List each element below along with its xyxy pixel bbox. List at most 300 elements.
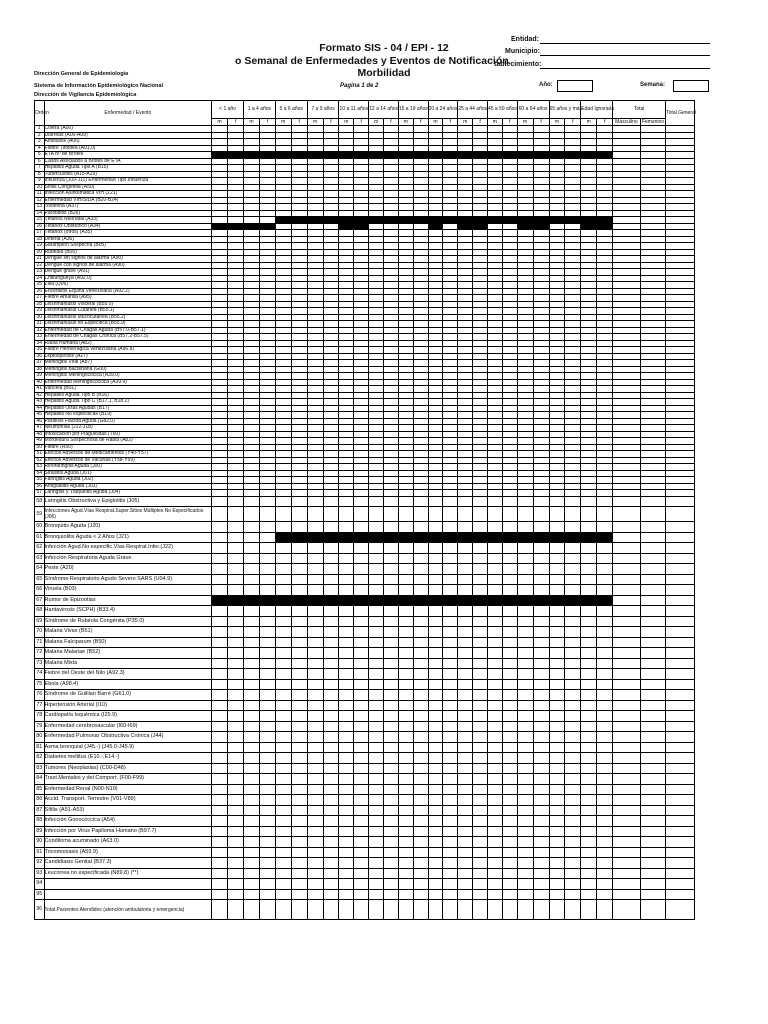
count-cell[interactable] <box>259 543 275 554</box>
count-cell[interactable] <box>228 826 244 837</box>
count-cell[interactable] <box>549 606 565 617</box>
count-cell[interactable] <box>398 574 413 585</box>
count-cell[interactable] <box>533 784 549 795</box>
total-m-cell[interactable] <box>613 564 641 575</box>
count-cell[interactable] <box>275 784 291 795</box>
count-cell[interactable] <box>473 742 488 753</box>
count-cell[interactable] <box>243 847 259 858</box>
total-f-cell[interactable] <box>640 606 665 617</box>
count-cell[interactable] <box>307 606 323 617</box>
count-cell[interactable] <box>291 795 307 806</box>
count-cell[interactable] <box>275 858 291 869</box>
count-cell[interactable] <box>443 616 458 627</box>
count-cell[interactable] <box>369 627 384 638</box>
count-cell[interactable] <box>517 585 533 596</box>
count-cell[interactable] <box>413 553 428 564</box>
count-cell[interactable] <box>458 564 473 575</box>
count-cell[interactable] <box>443 711 458 722</box>
count-cell[interactable] <box>487 732 502 743</box>
total-general-cell[interactable] <box>666 711 695 722</box>
count-cell[interactable] <box>413 679 428 690</box>
count-cell[interactable] <box>398 522 413 533</box>
count-cell[interactable] <box>443 826 458 837</box>
count-cell[interactable] <box>443 784 458 795</box>
count-cell[interactable] <box>243 742 259 753</box>
count-cell[interactable] <box>275 711 291 722</box>
count-cell[interactable] <box>413 732 428 743</box>
count-cell[interactable] <box>549 753 565 764</box>
count-cell[interactable] <box>259 847 275 858</box>
count-cell[interactable] <box>502 742 517 753</box>
count-cell[interactable] <box>565 627 581 638</box>
count-cell[interactable] <box>369 496 384 507</box>
count-cell[interactable] <box>275 669 291 680</box>
count-cell[interactable] <box>473 637 488 648</box>
count-cell[interactable] <box>517 868 533 879</box>
count-cell[interactable] <box>291 826 307 837</box>
count-cell[interactable] <box>428 543 443 554</box>
count-cell[interactable] <box>517 784 533 795</box>
count-cell[interactable] <box>291 648 307 659</box>
count-cell[interactable] <box>243 543 259 554</box>
count-cell[interactable] <box>307 763 323 774</box>
total-f-cell[interactable] <box>640 721 665 732</box>
count-cell[interactable] <box>473 616 488 627</box>
total-m-cell[interactable] <box>613 522 641 533</box>
count-cell[interactable] <box>259 721 275 732</box>
count-cell[interactable] <box>398 732 413 743</box>
count-cell[interactable] <box>533 595 549 606</box>
count-cell[interactable] <box>428 889 443 900</box>
count-cell[interactable] <box>275 585 291 596</box>
count-cell[interactable] <box>307 574 323 585</box>
count-cell[interactable] <box>565 658 581 669</box>
total-f-cell[interactable] <box>640 532 665 543</box>
count-cell[interactable] <box>243 700 259 711</box>
count-cell[interactable] <box>597 868 613 879</box>
count-cell[interactable] <box>565 753 581 764</box>
count-cell[interactable] <box>487 532 502 543</box>
count-cell[interactable] <box>398 868 413 879</box>
count-cell[interactable] <box>458 507 473 522</box>
count-cell[interactable] <box>228 690 244 701</box>
count-cell[interactable] <box>413 763 428 774</box>
count-cell[interactable] <box>369 637 384 648</box>
count-cell[interactable] <box>549 700 565 711</box>
count-cell[interactable] <box>565 564 581 575</box>
count-cell[interactable] <box>458 879 473 890</box>
count-cell[interactable] <box>228 900 244 920</box>
count-cell[interactable] <box>398 585 413 596</box>
count-cell[interactable] <box>487 690 502 701</box>
count-cell[interactable] <box>323 868 339 879</box>
count-cell[interactable] <box>581 606 597 617</box>
count-cell[interactable] <box>443 669 458 680</box>
count-cell[interactable] <box>413 585 428 596</box>
count-cell[interactable] <box>428 616 443 627</box>
count-cell[interactable] <box>458 889 473 900</box>
count-cell[interactable] <box>384 721 399 732</box>
count-cell[interactable] <box>581 879 597 890</box>
count-cell[interactable] <box>549 805 565 816</box>
count-cell[interactable] <box>398 690 413 701</box>
count-cell[interactable] <box>243 774 259 785</box>
count-cell[interactable] <box>458 585 473 596</box>
count-cell[interactable] <box>228 669 244 680</box>
count-cell[interactable] <box>369 669 384 680</box>
count-cell[interactable] <box>473 606 488 617</box>
count-cell[interactable] <box>275 868 291 879</box>
count-cell[interactable] <box>428 879 443 890</box>
count-cell[interactable] <box>398 742 413 753</box>
count-cell[interactable] <box>428 868 443 879</box>
count-cell[interactable] <box>502 553 517 564</box>
count-cell[interactable] <box>565 679 581 690</box>
count-cell[interactable] <box>517 679 533 690</box>
count-cell[interactable] <box>323 658 339 669</box>
count-cell[interactable] <box>458 721 473 732</box>
count-cell[interactable] <box>354 742 369 753</box>
count-cell[interactable] <box>398 637 413 648</box>
count-cell[interactable] <box>487 616 502 627</box>
count-cell[interactable] <box>369 868 384 879</box>
count-cell[interactable] <box>339 595 354 606</box>
count-cell[interactable] <box>354 616 369 627</box>
count-cell[interactable] <box>458 637 473 648</box>
count-cell[interactable] <box>502 837 517 848</box>
count-cell[interactable] <box>413 669 428 680</box>
count-cell[interactable] <box>581 711 597 722</box>
count-cell[interactable] <box>243 805 259 816</box>
count-cell[interactable] <box>212 669 228 680</box>
count-cell[interactable] <box>369 889 384 900</box>
count-cell[interactable] <box>597 900 613 920</box>
count-cell[interactable] <box>307 795 323 806</box>
count-cell[interactable] <box>384 648 399 659</box>
count-cell[interactable] <box>228 496 244 507</box>
total-general-cell[interactable] <box>666 496 695 507</box>
count-cell[interactable] <box>354 507 369 522</box>
count-cell[interactable] <box>384 784 399 795</box>
count-cell[interactable] <box>517 669 533 680</box>
count-cell[interactable] <box>291 496 307 507</box>
total-m-cell[interactable] <box>613 595 641 606</box>
total-general-cell[interactable] <box>666 805 695 816</box>
count-cell[interactable] <box>354 606 369 617</box>
count-cell[interactable] <box>307 669 323 680</box>
count-cell[interactable] <box>473 648 488 659</box>
total-f-cell[interactable] <box>640 889 665 900</box>
count-cell[interactable] <box>443 595 458 606</box>
count-cell[interactable] <box>212 753 228 764</box>
count-cell[interactable] <box>384 826 399 837</box>
count-cell[interactable] <box>473 679 488 690</box>
count-cell[interactable] <box>413 826 428 837</box>
count-cell[interactable] <box>502 637 517 648</box>
count-cell[interactable] <box>384 858 399 869</box>
count-cell[interactable] <box>275 837 291 848</box>
count-cell[interactable] <box>487 522 502 533</box>
total-general-cell[interactable] <box>666 648 695 659</box>
count-cell[interactable] <box>384 805 399 816</box>
count-cell[interactable] <box>339 669 354 680</box>
count-cell[interactable] <box>212 763 228 774</box>
count-cell[interactable] <box>243 585 259 596</box>
count-cell[interactable] <box>502 532 517 543</box>
count-cell[interactable] <box>354 648 369 659</box>
count-cell[interactable] <box>291 711 307 722</box>
count-cell[interactable] <box>517 858 533 869</box>
count-cell[interactable] <box>533 858 549 869</box>
count-cell[interactable] <box>581 868 597 879</box>
count-cell[interactable] <box>369 753 384 764</box>
count-cell[interactable] <box>565 763 581 774</box>
count-cell[interactable] <box>259 637 275 648</box>
count-cell[interactable] <box>228 700 244 711</box>
count-cell[interactable] <box>517 742 533 753</box>
count-cell[interactable] <box>517 889 533 900</box>
count-cell[interactable] <box>339 532 354 543</box>
count-cell[interactable] <box>597 496 613 507</box>
count-cell[interactable] <box>517 837 533 848</box>
count-cell[interactable] <box>581 585 597 596</box>
count-cell[interactable] <box>517 616 533 627</box>
count-cell[interactable] <box>517 847 533 858</box>
total-f-cell[interactable] <box>640 627 665 638</box>
count-cell[interactable] <box>581 496 597 507</box>
count-cell[interactable] <box>307 753 323 764</box>
count-cell[interactable] <box>307 774 323 785</box>
count-cell[interactable] <box>259 742 275 753</box>
count-cell[interactable] <box>597 658 613 669</box>
count-cell[interactable] <box>565 585 581 596</box>
count-cell[interactable] <box>581 721 597 732</box>
count-cell[interactable] <box>259 522 275 533</box>
count-cell[interactable] <box>473 658 488 669</box>
count-cell[interactable] <box>228 648 244 659</box>
count-cell[interactable] <box>228 795 244 806</box>
count-cell[interactable] <box>307 637 323 648</box>
count-cell[interactable] <box>212 532 228 543</box>
count-cell[interactable] <box>581 564 597 575</box>
count-cell[interactable] <box>581 784 597 795</box>
count-cell[interactable] <box>369 826 384 837</box>
count-cell[interactable] <box>243 721 259 732</box>
count-cell[interactable] <box>443 648 458 659</box>
count-cell[interactable] <box>259 711 275 722</box>
count-cell[interactable] <box>443 543 458 554</box>
count-cell[interactable] <box>533 816 549 827</box>
count-cell[interactable] <box>354 889 369 900</box>
total-general-cell[interactable] <box>666 553 695 564</box>
count-cell[interactable] <box>259 900 275 920</box>
count-cell[interactable] <box>323 753 339 764</box>
count-cell[interactable] <box>212 553 228 564</box>
count-cell[interactable] <box>275 795 291 806</box>
count-cell[interactable] <box>275 543 291 554</box>
count-cell[interactable] <box>291 879 307 890</box>
count-cell[interactable] <box>307 648 323 659</box>
count-cell[interactable] <box>275 658 291 669</box>
count-cell[interactable] <box>243 574 259 585</box>
count-cell[interactable] <box>398 679 413 690</box>
count-cell[interactable] <box>369 532 384 543</box>
total-f-cell[interactable] <box>640 507 665 522</box>
count-cell[interactable] <box>565 889 581 900</box>
count-cell[interactable] <box>597 574 613 585</box>
count-cell[interactable] <box>517 805 533 816</box>
count-cell[interactable] <box>549 784 565 795</box>
count-cell[interactable] <box>212 648 228 659</box>
count-cell[interactable] <box>413 507 428 522</box>
count-cell[interactable] <box>413 784 428 795</box>
total-general-cell[interactable] <box>666 753 695 764</box>
count-cell[interactable] <box>339 496 354 507</box>
total-f-cell[interactable] <box>640 585 665 596</box>
count-cell[interactable] <box>487 900 502 920</box>
count-cell[interactable] <box>428 784 443 795</box>
count-cell[interactable] <box>487 868 502 879</box>
count-cell[interactable] <box>291 805 307 816</box>
count-cell[interactable] <box>487 711 502 722</box>
count-cell[interactable] <box>259 690 275 701</box>
count-cell[interactable] <box>228 805 244 816</box>
total-f-cell[interactable] <box>640 900 665 920</box>
count-cell[interactable] <box>354 700 369 711</box>
count-cell[interactable] <box>533 774 549 785</box>
count-cell[interactable] <box>428 774 443 785</box>
count-cell[interactable] <box>565 543 581 554</box>
count-cell[interactable] <box>473 564 488 575</box>
count-cell[interactable] <box>398 648 413 659</box>
count-cell[interactable] <box>428 658 443 669</box>
count-cell[interactable] <box>212 837 228 848</box>
count-cell[interactable] <box>428 637 443 648</box>
count-cell[interactable] <box>212 690 228 701</box>
count-cell[interactable] <box>291 669 307 680</box>
count-cell[interactable] <box>243 522 259 533</box>
count-cell[interactable] <box>275 732 291 743</box>
count-cell[interactable] <box>487 627 502 638</box>
count-cell[interactable] <box>473 532 488 543</box>
total-f-cell[interactable] <box>640 522 665 533</box>
count-cell[interactable] <box>259 606 275 617</box>
count-cell[interactable] <box>307 858 323 869</box>
count-cell[interactable] <box>259 627 275 638</box>
count-cell[interactable] <box>581 616 597 627</box>
count-cell[interactable] <box>549 564 565 575</box>
total-general-cell[interactable] <box>666 679 695 690</box>
count-cell[interactable] <box>307 496 323 507</box>
count-cell[interactable] <box>533 795 549 806</box>
count-cell[interactable] <box>212 507 228 522</box>
total-f-cell[interactable] <box>640 879 665 890</box>
count-cell[interactable] <box>243 595 259 606</box>
count-cell[interactable] <box>597 826 613 837</box>
count-cell[interactable] <box>228 585 244 596</box>
count-cell[interactable] <box>384 711 399 722</box>
count-cell[interactable] <box>517 721 533 732</box>
count-cell[interactable] <box>228 616 244 627</box>
count-cell[interactable] <box>549 669 565 680</box>
count-cell[interactable] <box>354 627 369 638</box>
count-cell[interactable] <box>517 637 533 648</box>
count-cell[interactable] <box>259 868 275 879</box>
count-cell[interactable] <box>275 606 291 617</box>
count-cell[interactable] <box>259 669 275 680</box>
count-cell[interactable] <box>259 679 275 690</box>
total-f-cell[interactable] <box>640 574 665 585</box>
total-general-cell[interactable] <box>666 889 695 900</box>
count-cell[interactable] <box>487 564 502 575</box>
count-cell[interactable] <box>458 700 473 711</box>
count-cell[interactable] <box>291 700 307 711</box>
count-cell[interactable] <box>259 816 275 827</box>
count-cell[interactable] <box>517 753 533 764</box>
count-cell[interactable] <box>384 889 399 900</box>
count-cell[interactable] <box>428 595 443 606</box>
count-cell[interactable] <box>398 496 413 507</box>
count-cell[interactable] <box>243 648 259 659</box>
count-cell[interactable] <box>243 690 259 701</box>
total-general-cell[interactable] <box>666 637 695 648</box>
count-cell[interactable] <box>597 774 613 785</box>
count-cell[interactable] <box>291 837 307 848</box>
count-cell[interactable] <box>339 637 354 648</box>
total-f-cell[interactable] <box>640 496 665 507</box>
total-f-cell[interactable] <box>640 543 665 554</box>
count-cell[interactable] <box>413 889 428 900</box>
count-cell[interactable] <box>413 690 428 701</box>
count-cell[interactable] <box>597 627 613 638</box>
count-cell[interactable] <box>443 606 458 617</box>
count-cell[interactable] <box>212 496 228 507</box>
count-cell[interactable] <box>354 837 369 848</box>
count-cell[interactable] <box>369 879 384 890</box>
count-cell[interactable] <box>307 889 323 900</box>
count-cell[interactable] <box>398 826 413 837</box>
count-cell[interactable] <box>243 795 259 806</box>
count-cell[interactable] <box>549 679 565 690</box>
count-cell[interactable] <box>443 816 458 827</box>
count-cell[interactable] <box>323 879 339 890</box>
count-cell[interactable] <box>533 900 549 920</box>
count-cell[interactable] <box>323 763 339 774</box>
count-cell[interactable] <box>549 858 565 869</box>
count-cell[interactable] <box>339 585 354 596</box>
count-cell[interactable] <box>384 595 399 606</box>
total-general-cell[interactable] <box>666 574 695 585</box>
count-cell[interactable] <box>354 658 369 669</box>
count-cell[interactable] <box>549 732 565 743</box>
count-cell[interactable] <box>307 564 323 575</box>
count-cell[interactable] <box>517 532 533 543</box>
count-cell[interactable] <box>565 900 581 920</box>
total-m-cell[interactable] <box>613 700 641 711</box>
count-cell[interactable] <box>565 496 581 507</box>
total-m-cell[interactable] <box>613 847 641 858</box>
count-cell[interactable] <box>487 574 502 585</box>
count-cell[interactable] <box>291 627 307 638</box>
count-cell[interactable] <box>339 553 354 564</box>
count-cell[interactable] <box>549 889 565 900</box>
count-cell[interactable] <box>487 889 502 900</box>
count-cell[interactable] <box>323 585 339 596</box>
count-cell[interactable] <box>458 616 473 627</box>
count-cell[interactable] <box>398 543 413 554</box>
count-cell[interactable] <box>212 711 228 722</box>
count-cell[interactable] <box>502 732 517 743</box>
